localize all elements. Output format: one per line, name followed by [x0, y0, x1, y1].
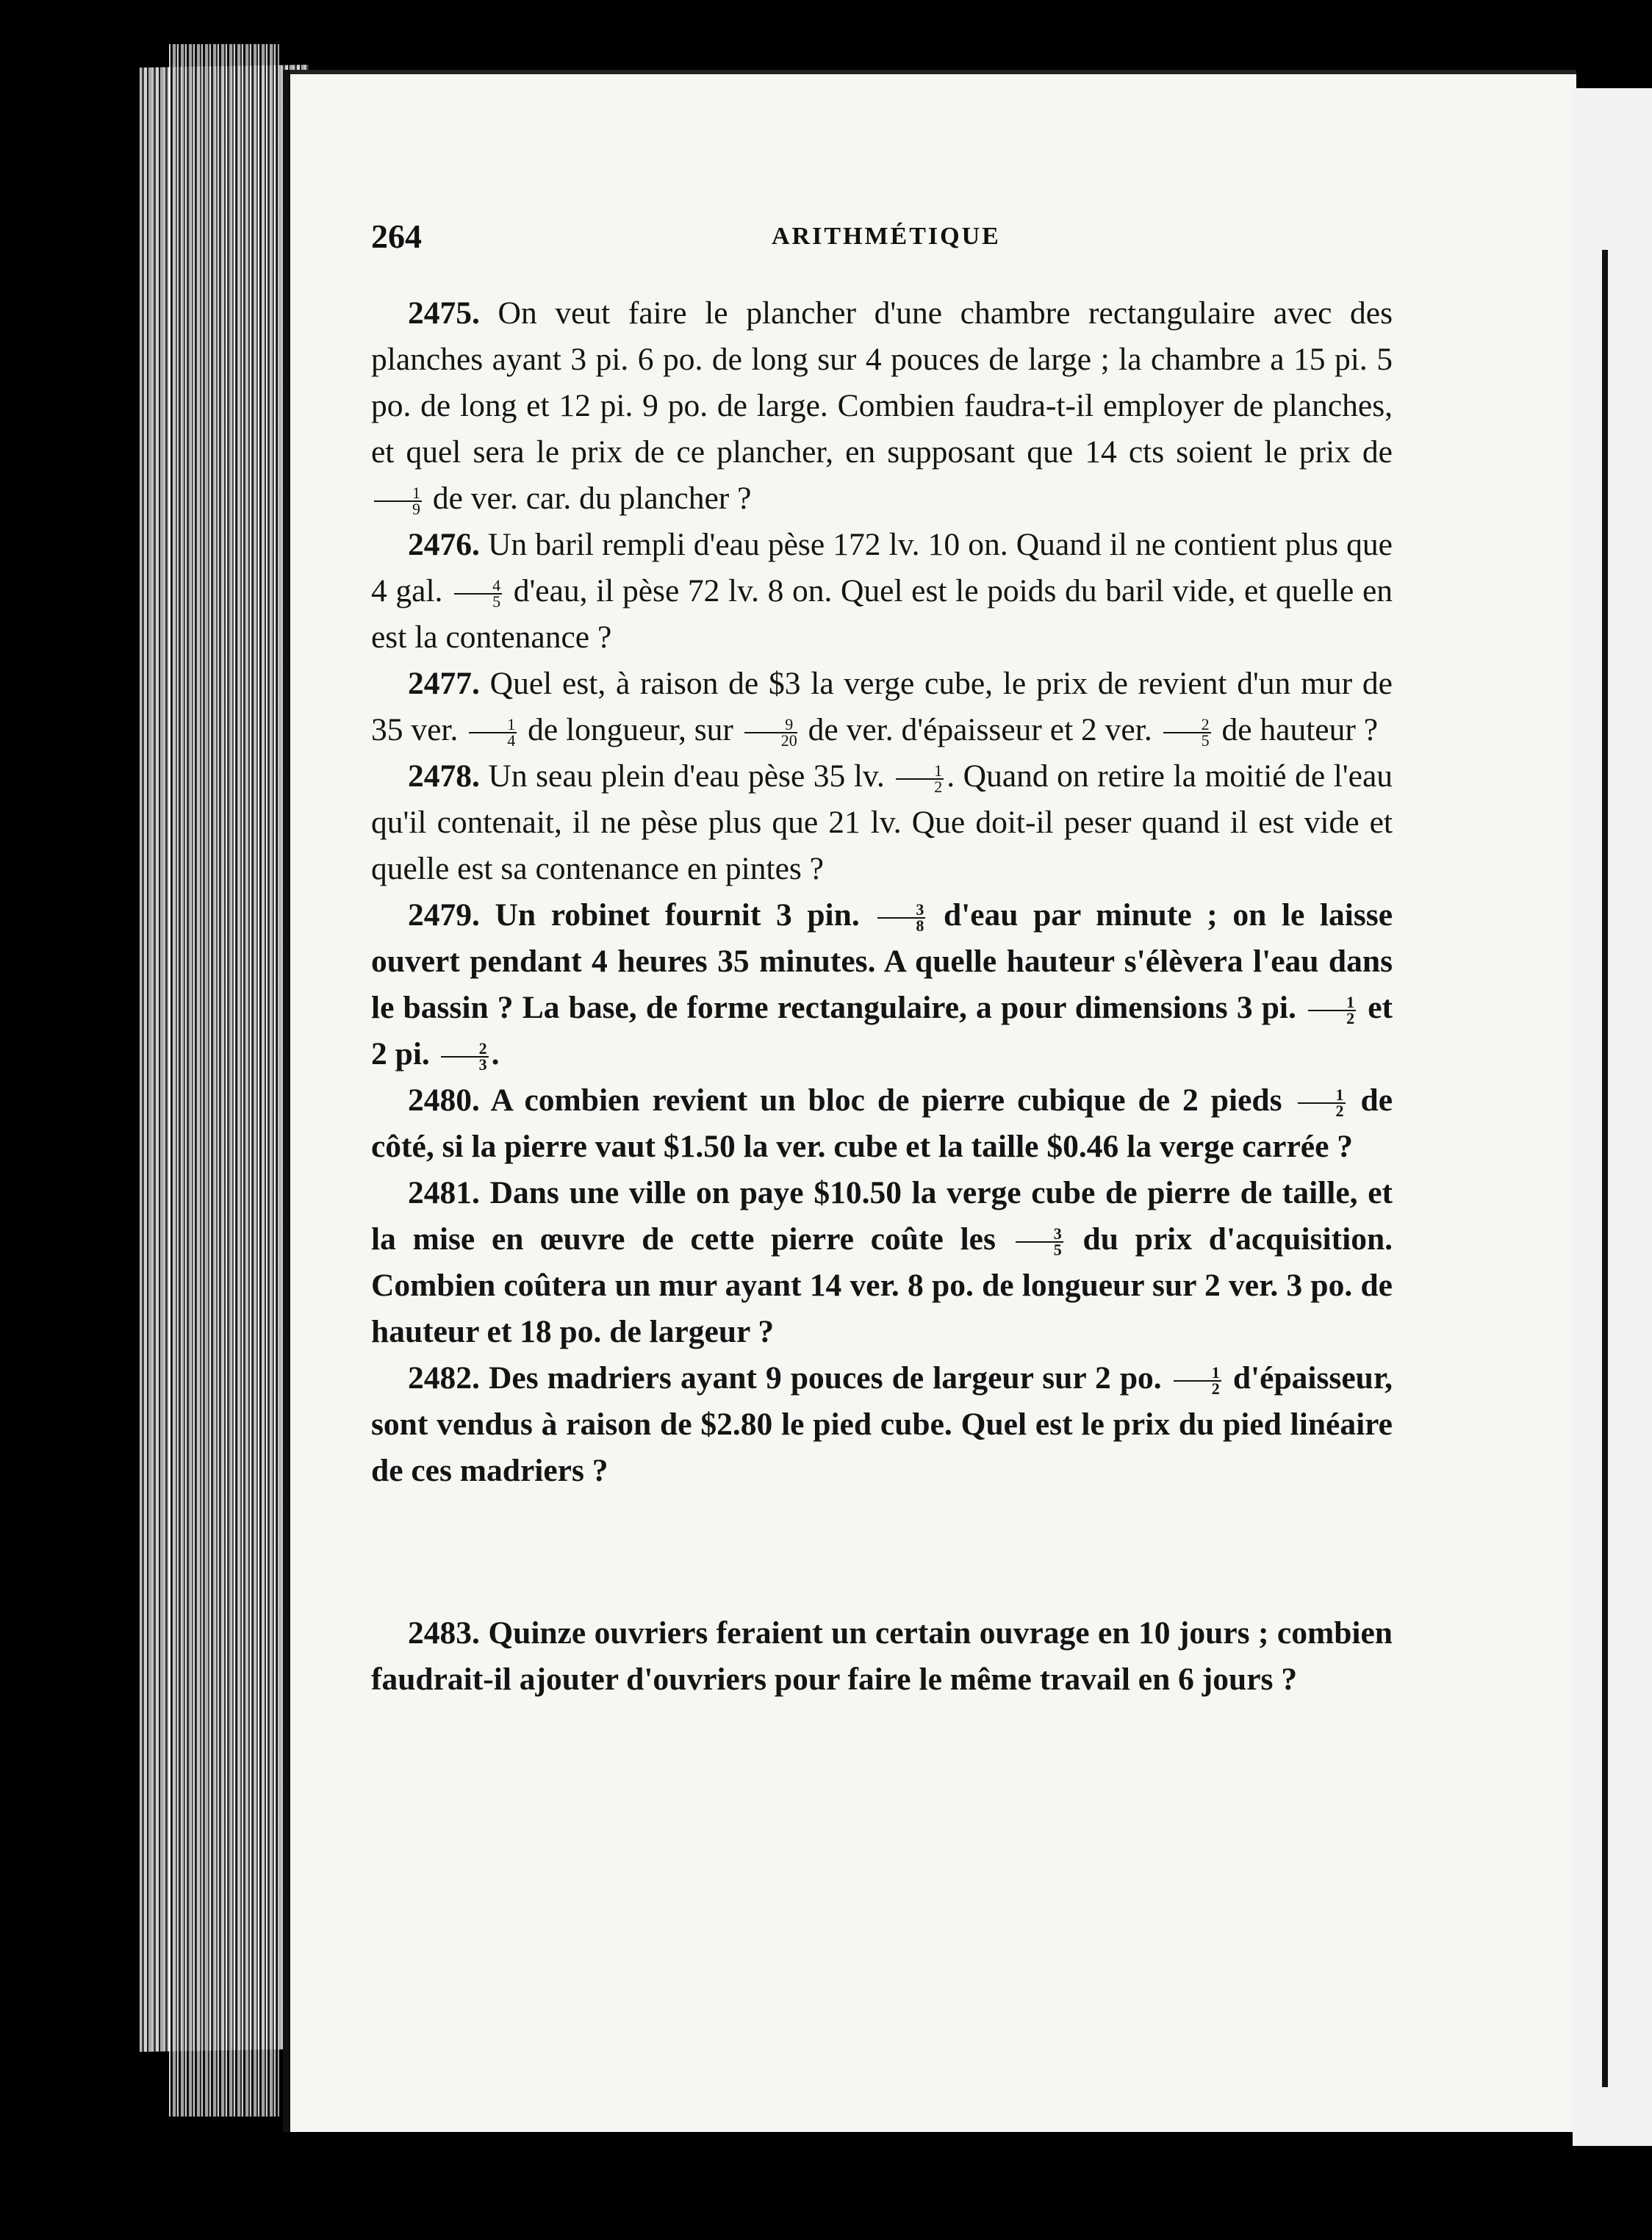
spacer	[371, 1494, 1393, 1610]
fraction	[877, 900, 925, 936]
fraction	[1298, 1085, 1346, 1121]
numerator: 2	[441, 1041, 489, 1058]
numerator: 1	[896, 764, 944, 780]
problem-text: .	[491, 1036, 500, 1071]
running-title: ARITHMÉTIQUE	[772, 223, 1001, 250]
problem-2481	[371, 1170, 1393, 1355]
problem-text: Un baril rempli d'eau pèse 172 lv. 10 on. Quand il ne contient plus que 4 gal.	[371, 527, 1393, 609]
denominator: 5	[1201, 731, 1210, 750]
denominator: 2	[934, 778, 943, 797]
problem-2476	[371, 522, 1393, 661]
problem-text: du prix d'acquisition. Combien coûtera un mur ayant 14 ver. 8 po. de longueur sur 2 ver. 3 po. de hauteur et 18 po. de largeur ?	[371, 1221, 1393, 1349]
problem-2479	[371, 892, 1393, 1077]
page-header	[371, 217, 1396, 261]
page-number: 264	[371, 218, 422, 255]
problem-2477	[371, 661, 1393, 753]
problem-2483	[371, 1610, 1393, 1703]
denominator: 20	[780, 731, 797, 750]
problem-text: Quinze ouvriers feraient un certain ouvrage en 10 jours ; combien faudrait-il ajouter d'ouvriers pour faire le même travail en 6 jours ?	[371, 1615, 1393, 1697]
page-body	[371, 290, 1393, 1703]
fraction	[469, 717, 517, 748]
denominator: 5	[1053, 1241, 1062, 1260]
numerator: 1	[1298, 1088, 1346, 1104]
problem-text: et 2 pi.	[371, 990, 1393, 1071]
problem-text: Un seau plein d'eau pèse 35 lv.	[488, 758, 885, 794]
problem-text: de longueur, sur	[528, 712, 733, 747]
problem-text: A combien revient un bloc de pierre cubique de 2 pieds	[490, 1083, 1282, 1118]
denominator: 8	[916, 916, 924, 936]
fraction	[896, 761, 944, 797]
numerator: 4	[454, 578, 502, 595]
problem-number: 2483.	[408, 1615, 480, 1651]
numerator: 1	[1308, 995, 1356, 1011]
problem-text: de ver. car. du plancher ?	[432, 481, 752, 516]
denominator: 3	[478, 1055, 487, 1074]
problem-2482	[371, 1355, 1393, 1494]
problem-number: 2480.	[408, 1083, 480, 1118]
problem-text: de hauteur ?	[1221, 712, 1379, 747]
facing-page-edge	[1573, 88, 1652, 2234]
problem-2478	[371, 753, 1393, 892]
fraction	[441, 1041, 489, 1072]
numerator: 1	[374, 486, 422, 502]
denominator: 5	[492, 592, 501, 611]
problem-number: 2475.	[408, 295, 480, 331]
problem-number: 2481.	[408, 1175, 480, 1210]
fraction	[744, 717, 797, 748]
denominator: 2	[1346, 1009, 1355, 1028]
problem-text: d'eau par minute ; on le laisse ouvert pendant 4 heures 35 minutes. A quelle hauteur s'élèvera l'eau dans le bassin ? La base, de forme rectangulaire, a pour dimensions 3 pi.	[371, 897, 1393, 1025]
numerator: 1	[1174, 1365, 1221, 1382]
problem-text: Un robinet fournit 3 pin.	[495, 897, 860, 933]
numerator: 9	[744, 717, 797, 733]
problem-text: Des madriers ayant 9 pouces de largeur sur 2 po.	[488, 1360, 1162, 1396]
problem-number: 2479.	[408, 897, 480, 933]
book-page-edges-inner	[169, 44, 279, 2117]
fraction	[454, 578, 502, 609]
fraction	[1163, 717, 1211, 748]
fraction	[1016, 1224, 1063, 1260]
problem-2480	[371, 1077, 1393, 1170]
denominator: 2	[1211, 1379, 1220, 1399]
denominator: 9	[412, 500, 420, 519]
problem-text: . Quand on retire la moitié de l'eau qu'il contenait, il ne pèse plus que 21 lv. Que doit-il peser quand il est vide et quelle est sa contenance en pintes ?	[371, 758, 1393, 886]
problem-text: d'épaisseur, sont vendus à raison de $2.80 le pied cube. Quel est le prix du pied linéaire de ces madriers ?	[371, 1360, 1393, 1488]
fraction	[1174, 1363, 1221, 1399]
problem-2475	[371, 290, 1393, 522]
problem-number: 2476.	[408, 527, 480, 562]
numerator: 2	[1163, 717, 1211, 733]
problem-number: 2478.	[408, 758, 480, 794]
problem-number: 2482.	[408, 1360, 480, 1396]
problem-text: de côté, si la pierre vaut $1.50 la ver. cube et la taille $0.46 la verge carrée ?	[371, 1083, 1393, 1164]
fraction	[1308, 995, 1356, 1026]
numerator: 1	[469, 717, 517, 733]
denominator: 2	[1335, 1102, 1344, 1121]
numerator: 3	[1016, 1227, 1063, 1243]
problem-text: On veut faire le plancher d'une chambre rectangulaire avec des planches ayant 3 pi. 6 po. de long sur 4 pouces de large ; la chambre a 15 pi. 5 po. de long et 12 pi. 9 po. de large. Combien faudra-t-il employer de planches, et quel sera le prix de ce plancher, en supposant que 14 cts soient le prix de	[371, 295, 1393, 470]
fraction	[374, 486, 422, 517]
numerator: 3	[877, 902, 925, 919]
problem-text: d'eau, il pèse 72 lv. 8 on. Quel est le poids du baril vide, et quelle en est la contenance ?	[371, 573, 1393, 655]
denominator: 4	[507, 731, 516, 750]
problem-text: Dans une ville on paye $10.50 la verge cube de pierre de taille, et la mise en œuvre de cette pierre coûte les	[371, 1175, 1393, 1257]
problem-number: 2477.	[408, 666, 480, 701]
scan-background	[0, 2146, 1652, 2240]
problem-text: Quel est, à raison de $3 la verge cube, le prix de revient d'un mur de 35 ver.	[371, 666, 1393, 747]
problem-text: de ver. d'épaisseur et 2 ver.	[808, 712, 1152, 747]
gutter-rule	[1602, 250, 1608, 2087]
